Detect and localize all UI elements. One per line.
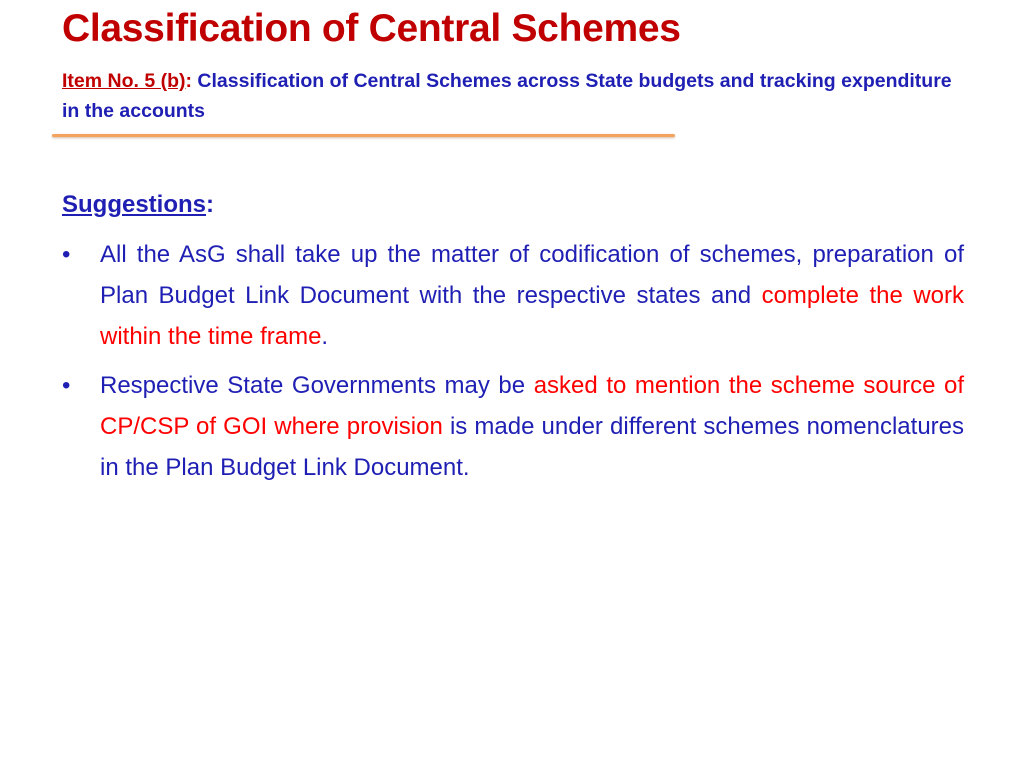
slide-subtitle — [62, 66, 962, 126]
item-number-label: Item No. 5 (b) — [62, 70, 186, 92]
bullet-marker: • — [62, 372, 71, 399]
list-item — [62, 365, 964, 488]
section-heading-label: Suggestions — [62, 191, 207, 218]
header-divider — [52, 134, 675, 137]
bullet-text-end: . — [321, 323, 329, 350]
list-item — [62, 234, 964, 357]
bullet-text: All the AsG shall take up the matter of codification of schemes, preparation of Plan Budget Link Document with the respective states and — [100, 241, 964, 309]
section-heading — [62, 188, 214, 222]
subtitle-text: Classification of Central Schemes across State budgets and tracking expenditure in the accounts — [62, 70, 952, 122]
bullet-highlight: complete the work within the time frame — [100, 282, 964, 350]
item-number-colon: : — [185, 70, 193, 92]
slide-title: Classification of Central Schemes — [62, 7, 681, 50]
bullet-text: Respective State Governments may be — [100, 372, 534, 399]
bullet-highlight: asked to mention the scheme source of CP/CSP of GOI where provision — [100, 372, 964, 440]
suggestions-list — [62, 234, 964, 496]
section-heading-colon: : — [206, 191, 215, 218]
bullet-text-end: is made under different schemes nomenclatures in the Plan Budget Link Document. — [100, 413, 965, 481]
bullet-marker: • — [62, 241, 71, 268]
